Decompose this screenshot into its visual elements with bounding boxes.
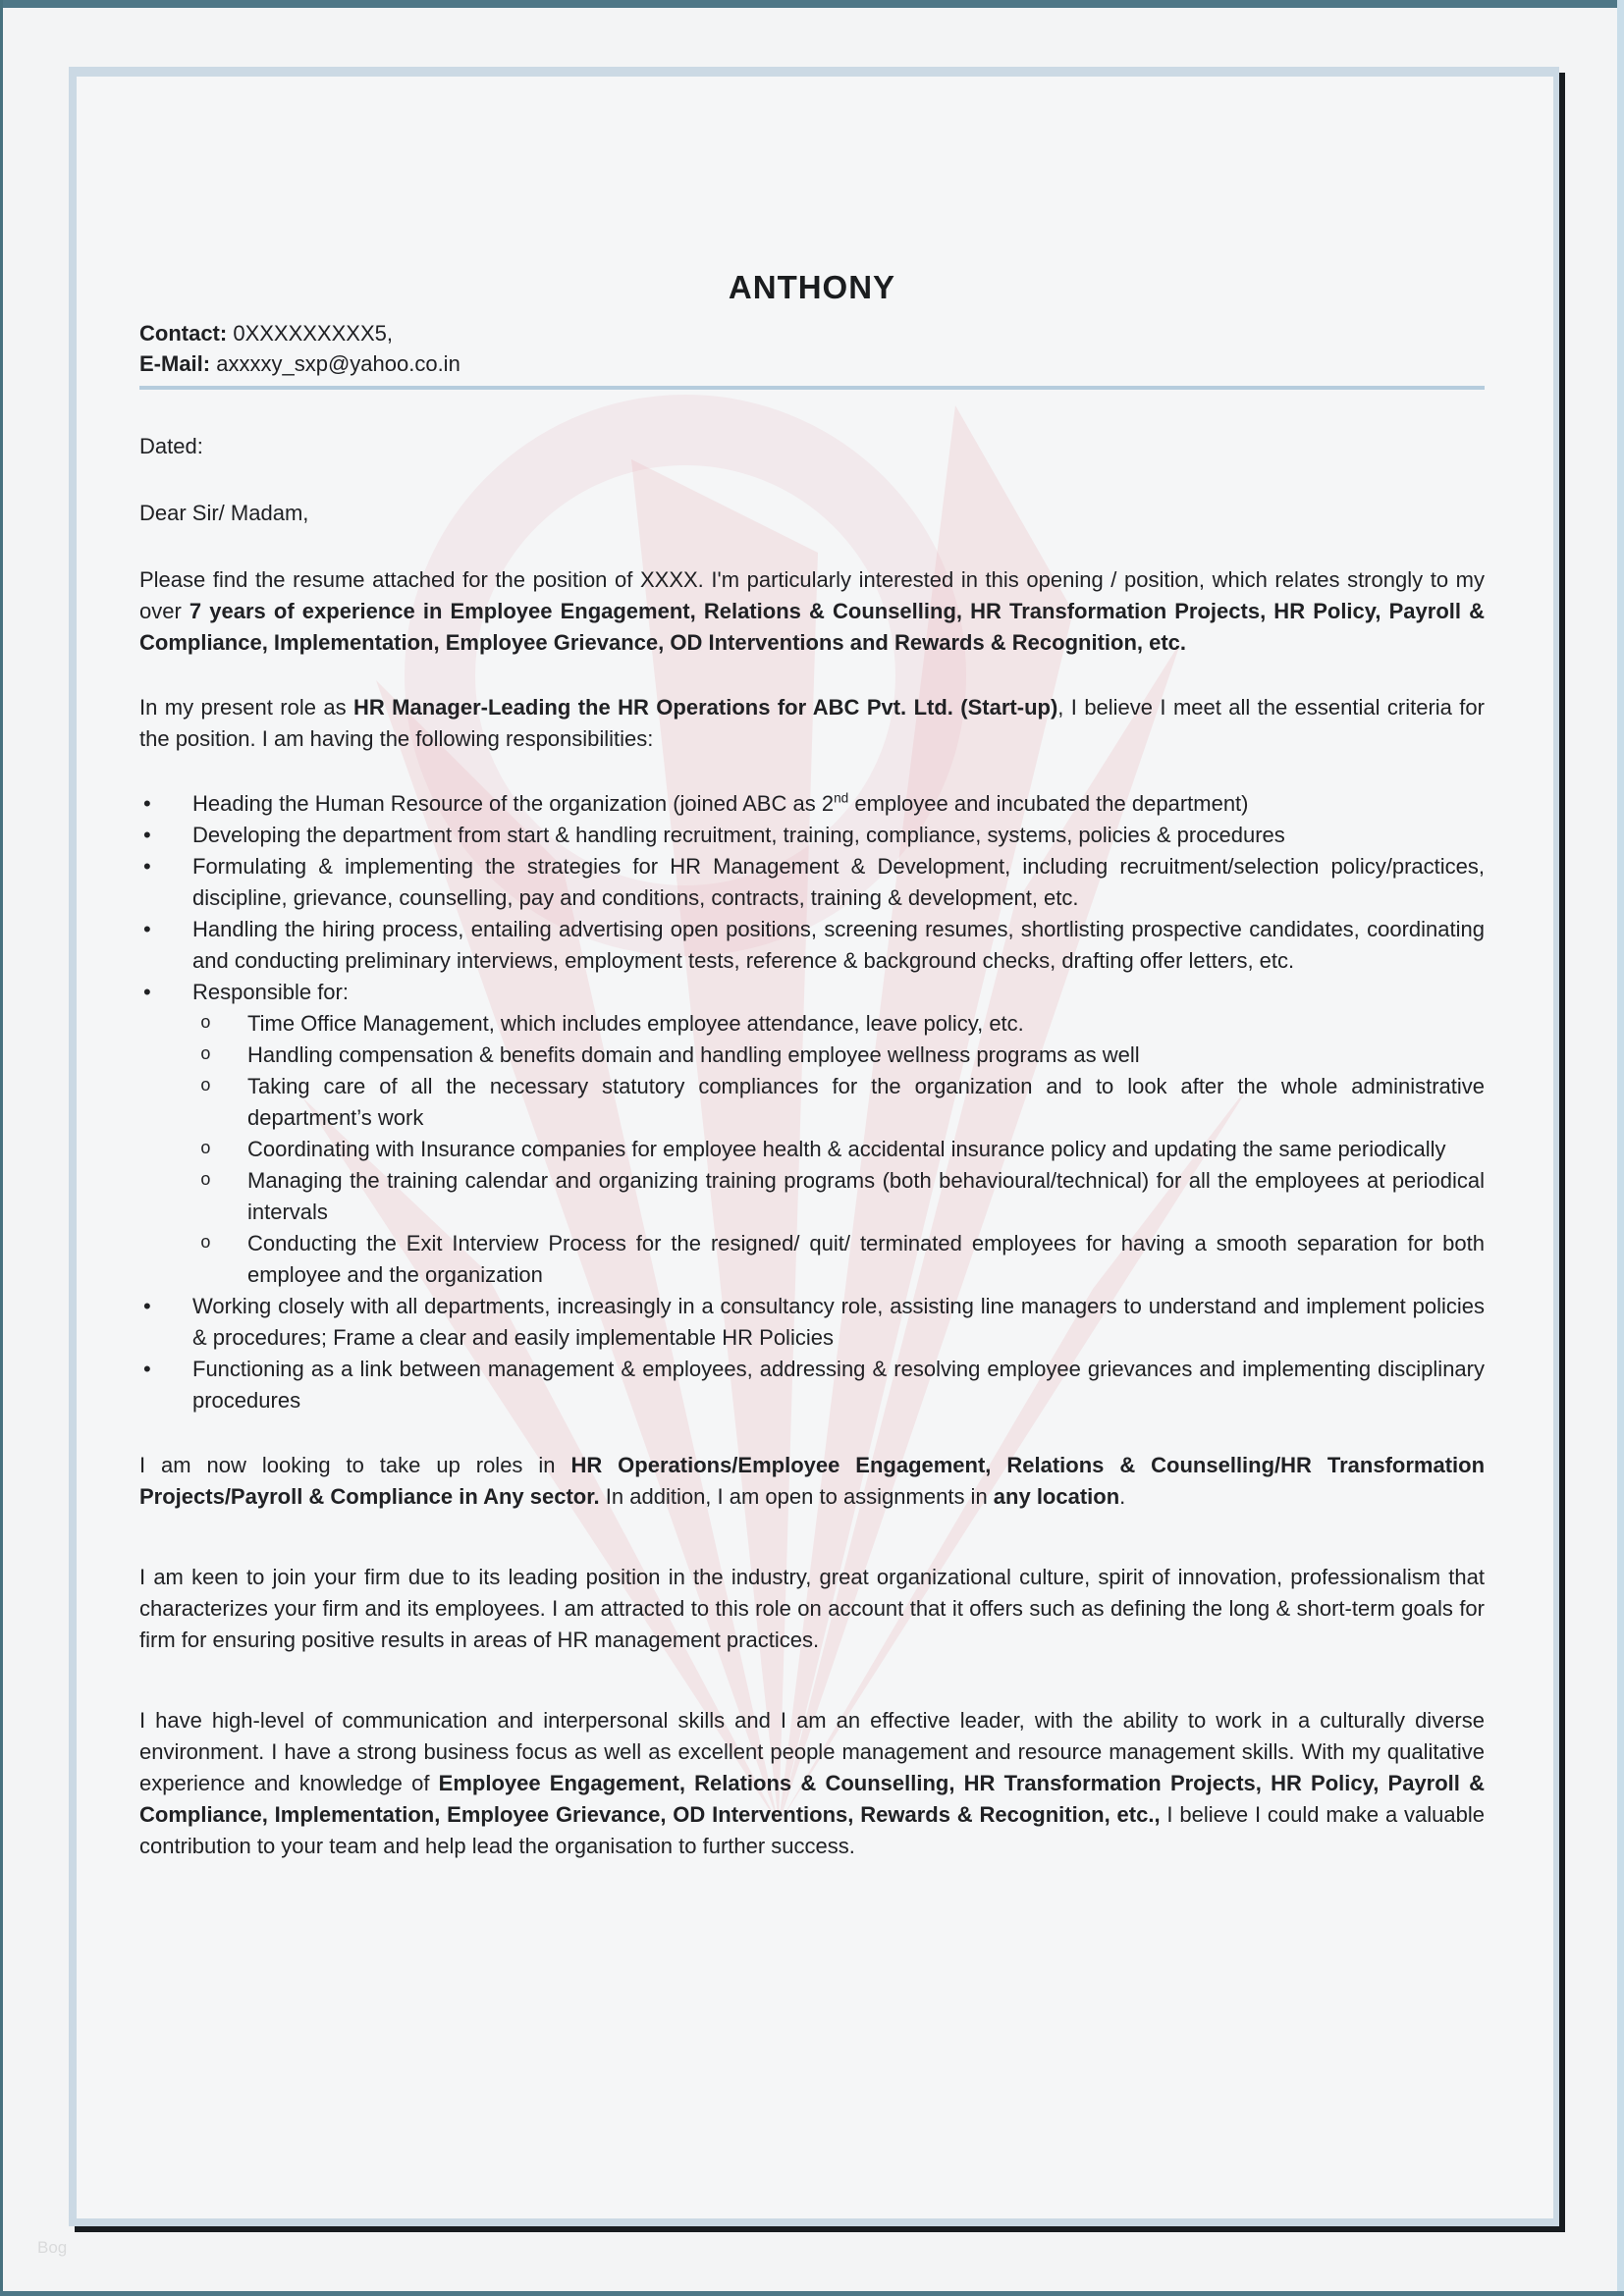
bullet-text: Coordinating with Insurance companies for employee health & accidental insurance policy and updating the same periodically bbox=[247, 1137, 1446, 1161]
motivation-paragraph: I am keen to join your firm due to its leading position in the industry, great organizational culture, spirit of innovation, professionalism that characterizes your firm and its employees. I am attracted to this role on account that it offers such as defining the long & short-term goals for firm for ensuring positive results in areas of HR management practices. bbox=[139, 1565, 1485, 1652]
contact-label: Contact: bbox=[139, 321, 228, 346]
circle-bullet-marker: o bbox=[200, 1234, 211, 1254]
contact-line bbox=[139, 318, 1485, 348]
bullet-text: Working closely with all departments, increasingly in a consultancy role, assisting line managers to understand and implement policies & procedures; Frame a clear and easily implementable HR Policies bbox=[192, 1294, 1485, 1350]
closing-paragraph: I have high-level of communication and interpersonal skills and I am an effective leader, with the ability to work in a culturally diverse environment. I have a strong business focus as well as excellent people management and resource management skills. With my qualitative experience and knowledge of Employee Engagement, Relations & Counselling, HR Transformation Projects, HR Policy, Payroll & Compliance, Implementation, Employee Grievance, OD Interventions, Rewards & Recognition, etc., I believe I could make a valuable contribution to your team and help lead the organisation to further success. bbox=[139, 1708, 1485, 1858]
disc-bullet-marker: • bbox=[143, 854, 151, 879]
frame-left-border bbox=[0, 0, 3, 2296]
bullet-text: Handling the hiring process, entailing advertising open positions, screening resumes, shortlisting prospective candidates, coordinating and conducting preliminary interviews, employment tests, reference & background checks, drafting offer letters, etc. bbox=[192, 917, 1485, 973]
bullet-text: Heading the Human Resource of the organization (joined ABC as 2nd employee and incubated the department) bbox=[192, 790, 1249, 816]
bullet-text: Developing the department from start & handling recruitment, training, compliance, systems, policies & procedures bbox=[192, 823, 1285, 847]
intro-paragraph: Please find the resume attached for the position of XXXX. I'm particularly interested in this opening / position, which relates strongly to my over 7 years of experience in Employee Engagement, Relations & Counselling, HR Transformation Projects, HR Policy, Payroll & Compliance, Implementation, Employee Grievance, OD Interventions and Rewards & Recognition, etc. bbox=[139, 567, 1485, 655]
letter-page bbox=[69, 67, 1559, 2226]
sub-bullet-item bbox=[192, 1008, 1485, 1040]
bullet-text: Time Office Management, which includes employee attendance, leave policy, etc. bbox=[247, 1011, 1024, 1036]
target-roles-paragraph: I am now looking to take up roles in HR Operations/Employee Engagement, Relations & Counselling/HR Transformation Projects/Payroll & Compliance in Any sector. In addition, I am open to assignments in any location. bbox=[139, 1453, 1486, 1509]
contact-value: 0XXXXXXXXX5, bbox=[227, 321, 393, 346]
salutation-line: Dear Sir/ Madam, bbox=[139, 501, 309, 525]
email-label: E-Mail: bbox=[139, 351, 211, 376]
responsibilities-list bbox=[139, 788, 1485, 1416]
dated-line: Dated: bbox=[139, 434, 203, 458]
bullet-item bbox=[139, 977, 1485, 1008]
frame-bottom-border bbox=[0, 2291, 1624, 2296]
email-line bbox=[139, 348, 1485, 379]
frame-right-border bbox=[1617, 0, 1624, 2296]
bullet-item bbox=[139, 1354, 1485, 1416]
disc-bullet-marker: • bbox=[143, 791, 151, 816]
bullet-text: Responsible for: bbox=[192, 980, 349, 1004]
bullet-text: Taking care of all the necessary statutory compliances for the organization and to look after the whole administrative department’s work bbox=[247, 1074, 1485, 1130]
disc-bullet-marker: • bbox=[143, 980, 151, 1004]
disc-bullet-marker: • bbox=[143, 1294, 151, 1318]
candidate-name-title: ANTHONY bbox=[728, 269, 896, 305]
bullet-text: Managing the training calendar and organizing training programs (both behavioural/technical) for all the employees at periodical intervals bbox=[247, 1168, 1485, 1224]
sub-bullet-item bbox=[192, 1228, 1485, 1291]
footer-faint-text: Bog bbox=[37, 2238, 68, 2257]
frame-top-border bbox=[0, 0, 1624, 8]
circle-bullet-marker: o bbox=[200, 1077, 211, 1096]
letter-content bbox=[77, 77, 1553, 2218]
header-divider bbox=[139, 386, 1485, 390]
bullet-item bbox=[139, 820, 1485, 851]
email-value: axxxxy_sxp@yahoo.co.in bbox=[210, 351, 460, 376]
disc-bullet-marker: • bbox=[143, 823, 151, 847]
bullet-text: Functioning as a link between management & employees, addressing & resolving employee grievances and implementing disciplinary procedures bbox=[192, 1357, 1485, 1413]
disc-bullet-marker: • bbox=[143, 1357, 151, 1381]
circle-bullet-marker: o bbox=[200, 1140, 211, 1159]
present-role-paragraph: In my present role as HR Manager-Leading the HR Operations for ABC Pvt. Ltd. (Start-up), I believe I meet all the essential criteria for the position. I am having the following responsibilities: bbox=[139, 695, 1485, 751]
bullet-item bbox=[139, 1291, 1485, 1354]
circle-bullet-marker: o bbox=[200, 1045, 211, 1065]
sub-bullet-item bbox=[192, 1040, 1485, 1071]
sub-bullet-item bbox=[192, 1071, 1485, 1134]
bullet-item bbox=[139, 914, 1485, 977]
sub-bullet-item bbox=[192, 1134, 1485, 1165]
bullet-text: Formulating & implementing the strategies for HR Management & Development, including recruitment/selection policy/practices, discipline, grievance, counselling, pay and conditions, contracts, training & development, etc. bbox=[192, 854, 1485, 910]
circle-bullet-marker: o bbox=[200, 1171, 211, 1191]
bullet-text: Conducting the Exit Interview Process for the resigned/ quit/ terminated employees for having a smooth separation for both employee and the organization bbox=[247, 1231, 1485, 1287]
bullet-item bbox=[139, 851, 1485, 914]
bullet-item bbox=[139, 788, 1485, 820]
disc-bullet-marker: • bbox=[143, 917, 151, 941]
bullet-text: Handling compensation & benefits domain and handling employee wellness programs as well bbox=[247, 1042, 1140, 1067]
sub-bullet-item bbox=[192, 1165, 1485, 1228]
circle-bullet-marker: o bbox=[200, 1014, 211, 1034]
